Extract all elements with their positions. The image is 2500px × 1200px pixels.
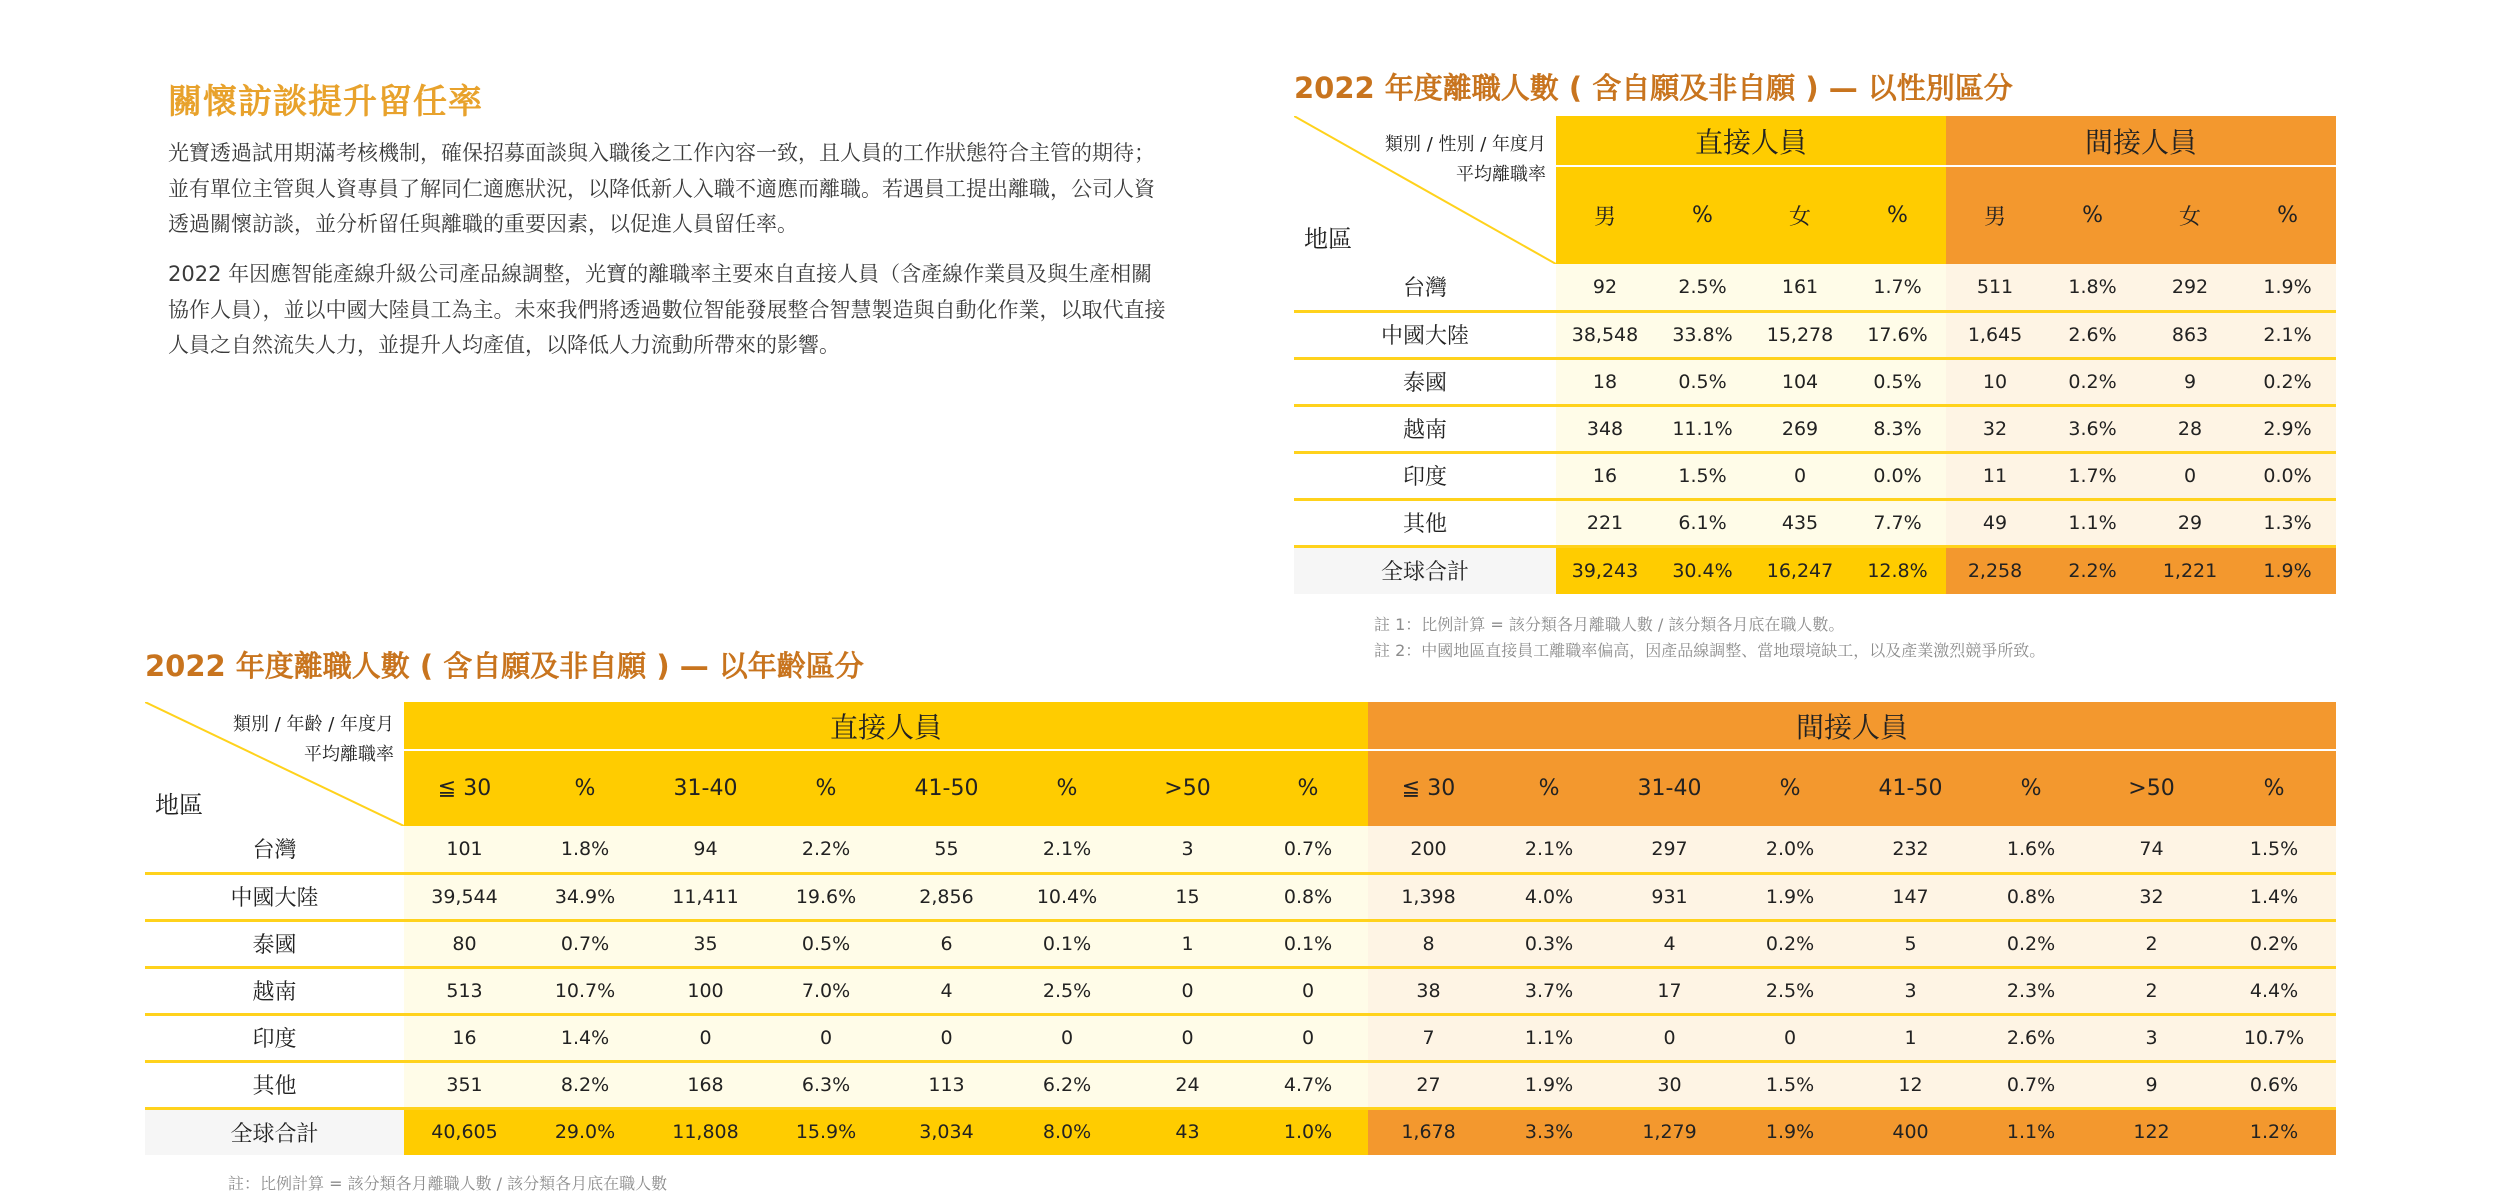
data-cell: 15,278 xyxy=(1751,311,1849,358)
data-cell: 1,645 xyxy=(1946,311,2044,358)
data-cell: 38,548 xyxy=(1556,311,1654,358)
data-cell: 3 xyxy=(1127,826,1248,873)
data-cell: 43 xyxy=(1127,1108,1248,1155)
age-table-title: 2022 年度離職人數 ( 含自願及非自願 ) — 以年齡區分 xyxy=(145,649,864,683)
data-cell: 122 xyxy=(2091,1108,2212,1155)
data-cell: 200 xyxy=(1368,826,1489,873)
data-cell: 0.5% xyxy=(1849,358,1946,405)
data-cell: 1.2% xyxy=(2212,1108,2336,1155)
data-cell: 1.9% xyxy=(2239,546,2336,594)
subheader-cell: 41-50 xyxy=(886,750,1007,826)
data-cell: 2.6% xyxy=(1971,1014,2091,1061)
subheader-cell: % xyxy=(1971,750,2091,826)
data-cell: 1.0% xyxy=(1248,1108,1368,1155)
table-row xyxy=(1294,311,2336,358)
corner-header-region: 地區 xyxy=(155,791,203,819)
data-cell: 2,856 xyxy=(886,873,1007,920)
data-cell: 0.8% xyxy=(1248,873,1368,920)
data-cell: 0 xyxy=(1609,1014,1730,1061)
data-cell: 0.2% xyxy=(1730,920,1850,967)
group-header-indirect: 間接人員 xyxy=(1946,116,2336,166)
data-cell: 17.6% xyxy=(1849,311,1946,358)
data-cell: 1.9% xyxy=(1489,1061,1609,1108)
data-cell: 1.5% xyxy=(2212,826,2336,873)
subheader-cell: % xyxy=(766,750,886,826)
subheader-cell: ≦ 30 xyxy=(1368,750,1489,826)
data-cell: 511 xyxy=(1946,264,2044,311)
data-cell: 8.3% xyxy=(1849,405,1946,452)
subheader-cell: % xyxy=(1849,166,1946,264)
data-cell: 29.0% xyxy=(525,1108,645,1155)
region-label: 越南 xyxy=(1294,405,1556,452)
data-cell: 40,605 xyxy=(404,1108,525,1155)
data-cell: 35 xyxy=(645,920,766,967)
data-cell: 1.9% xyxy=(2239,264,2336,311)
note-1: 註 1：比例計算 = 該分類各月離職人數 / 該分類各月底在職人數。 xyxy=(1374,615,1845,634)
data-cell: 1.8% xyxy=(525,826,645,873)
data-cell: 2.1% xyxy=(1489,826,1609,873)
data-cell: 0.5% xyxy=(1654,358,1751,405)
data-cell: 8.0% xyxy=(1007,1108,1127,1155)
data-cell: 0.0% xyxy=(1849,452,1946,499)
section-heading: 關懷訪談提升留任率 xyxy=(168,82,483,122)
data-cell: 0 xyxy=(1127,1014,1248,1061)
group-header-indirect: 間接人員 xyxy=(1368,702,2336,750)
data-cell: 10.4% xyxy=(1007,873,1127,920)
data-cell: 34.9% xyxy=(525,873,645,920)
subheader-cell: 女 xyxy=(2141,166,2239,264)
data-cell: 232 xyxy=(1850,826,1971,873)
data-cell: 101 xyxy=(404,826,525,873)
data-cell: 18 xyxy=(1556,358,1654,405)
subheader-cell: ≦ 30 xyxy=(404,750,525,826)
data-cell: 348 xyxy=(1556,405,1654,452)
data-cell: 0 xyxy=(1730,1014,1850,1061)
table-row xyxy=(145,1061,2336,1108)
data-cell: 4.0% xyxy=(1489,873,1609,920)
data-cell: 0.7% xyxy=(1248,826,1368,873)
subheader-cell: 男 xyxy=(1556,166,1654,264)
data-cell: 4 xyxy=(886,967,1007,1014)
data-cell: 1.8% xyxy=(2044,264,2141,311)
data-cell: 4.7% xyxy=(1248,1061,1368,1108)
data-cell: 351 xyxy=(404,1061,525,1108)
data-cell: 0.8% xyxy=(1971,873,2091,920)
data-cell: 16 xyxy=(404,1014,525,1061)
data-cell: 0 xyxy=(886,1014,1007,1061)
data-cell: 9 xyxy=(2141,358,2239,405)
gender-turnover-table xyxy=(1294,116,2336,594)
region-label: 台灣 xyxy=(1294,264,1556,311)
subheader-cell: % xyxy=(525,750,645,826)
age-table-corner xyxy=(145,702,404,826)
table-row xyxy=(145,920,2336,967)
region-label: 中國大陸 xyxy=(1294,311,1556,358)
subheader-cell: % xyxy=(1248,750,1368,826)
data-cell: 2,258 xyxy=(1946,546,2044,594)
note-2: 註 2：中國地區直接員工離職率偏高，因產品線調整、當地環境缺工，以及產業激烈競爭所致。 xyxy=(1374,640,2046,660)
data-cell: 2.5% xyxy=(1007,967,1127,1014)
table-row xyxy=(1294,499,2336,546)
table-row xyxy=(145,826,2336,873)
data-cell: 2.5% xyxy=(1654,264,1751,311)
data-cell: 0.7% xyxy=(1971,1061,2091,1108)
data-cell: 100 xyxy=(645,967,766,1014)
data-cell: 7.0% xyxy=(766,967,886,1014)
data-cell: 6 xyxy=(886,920,1007,967)
data-cell: 30 xyxy=(1609,1061,1730,1108)
table-total-row xyxy=(1294,546,2336,594)
data-cell: 17 xyxy=(1609,967,1730,1014)
data-cell: 2.1% xyxy=(1007,826,1127,873)
subheader-cell: % xyxy=(1654,166,1751,264)
subheader-cell: % xyxy=(1730,750,1850,826)
subheader-cell: % xyxy=(2212,750,2336,826)
data-cell: 0 xyxy=(1127,967,1248,1014)
data-cell: 147 xyxy=(1850,873,1971,920)
data-cell: 16,247 xyxy=(1751,546,1849,594)
age-table-note: 註：比例計算 = 該分類各月離職人數 / 該分類各月底在職人數 xyxy=(228,1174,668,1193)
data-cell: 1.4% xyxy=(2212,873,2336,920)
gender-table-notes xyxy=(1374,612,2045,663)
data-cell: 7.7% xyxy=(1849,499,1946,546)
data-cell: 2.3% xyxy=(1971,967,2091,1014)
data-cell: 6.3% xyxy=(766,1061,886,1108)
table-row xyxy=(1294,452,2336,499)
data-cell: 27 xyxy=(1368,1061,1489,1108)
data-cell: 74 xyxy=(2091,826,2212,873)
data-cell: 10 xyxy=(1946,358,2044,405)
data-cell: 1.7% xyxy=(2044,452,2141,499)
data-cell: 0.2% xyxy=(1971,920,2091,967)
data-cell: 10.7% xyxy=(525,967,645,1014)
corner-header-top: 類別 / 性別 / 年度月 平均離職率 xyxy=(1384,134,1546,185)
data-cell: 16 xyxy=(1556,452,1654,499)
group-header-direct: 直接人員 xyxy=(1556,116,1946,166)
subheader-cell: >50 xyxy=(2091,750,2212,826)
data-cell: 12 xyxy=(1850,1061,1971,1108)
data-cell: 8.2% xyxy=(525,1061,645,1108)
data-cell: 1.4% xyxy=(525,1014,645,1061)
region-label: 越南 xyxy=(145,967,404,1014)
region-label: 中國大陸 xyxy=(145,873,404,920)
data-cell: 92 xyxy=(1556,264,1654,311)
region-label: 台灣 xyxy=(145,826,404,873)
data-cell: 1.7% xyxy=(1849,264,1946,311)
data-cell: 15 xyxy=(1127,873,1248,920)
data-cell: 29 xyxy=(2141,499,2239,546)
data-cell: 1.3% xyxy=(2239,499,2336,546)
data-cell: 221 xyxy=(1556,499,1654,546)
data-cell: 15.9% xyxy=(766,1108,886,1155)
data-cell: 12.8% xyxy=(1849,546,1946,594)
data-cell: 3.7% xyxy=(1489,967,1609,1014)
age-table-body xyxy=(145,826,2336,1155)
subheader-cell: % xyxy=(1489,750,1609,826)
subheader-cell: 41-50 xyxy=(1850,750,1971,826)
data-cell: 931 xyxy=(1609,873,1730,920)
data-cell: 32 xyxy=(2091,873,2212,920)
data-cell: 435 xyxy=(1751,499,1849,546)
subheader-cell: 31-40 xyxy=(645,750,766,826)
subheader-cell: % xyxy=(1007,750,1127,826)
data-cell: 1.5% xyxy=(1654,452,1751,499)
region-label: 印度 xyxy=(1294,452,1556,499)
data-cell: 2.5% xyxy=(1730,967,1850,1014)
intro-paragraph-1: 光寶透過試用期滿考核機制，確保招募面談與入職後之工作內容一致，且人員的工作狀態符合主管的期待；並有單位主管與人資專員了解同仁適應狀況，以降低新人入職不適應而離職。若遇員工提出離職，公司人資透過關懷訪談，並分析留任與離職的重要因素，以促進人員留任率。 xyxy=(168,141,1155,237)
data-cell: 0.2% xyxy=(2212,920,2336,967)
gender-table-title: 2022 年度離職人數 ( 含自願及非自願 ) — 以性別區分 xyxy=(1294,71,2013,105)
data-cell: 0.7% xyxy=(525,920,645,967)
data-cell: 39,243 xyxy=(1556,546,1654,594)
data-cell: 168 xyxy=(645,1061,766,1108)
data-cell: 297 xyxy=(1609,826,1730,873)
data-cell: 1,279 xyxy=(1609,1108,1730,1155)
gender-table-corner xyxy=(1294,116,1556,264)
data-cell: 80 xyxy=(404,920,525,967)
subheader-cell: % xyxy=(2044,166,2141,264)
data-cell: 11,808 xyxy=(645,1108,766,1155)
data-cell: 11.1% xyxy=(1654,405,1751,452)
data-cell: 0.1% xyxy=(1007,920,1127,967)
table-row xyxy=(145,967,2336,1014)
data-cell: 1,398 xyxy=(1368,873,1489,920)
region-label: 其他 xyxy=(145,1061,404,1108)
data-cell: 55 xyxy=(886,826,1007,873)
data-cell: 6.1% xyxy=(1654,499,1751,546)
data-cell: 2.9% xyxy=(2239,405,2336,452)
corner-header-region: 地區 xyxy=(1304,225,1352,253)
table-row xyxy=(145,1014,2336,1061)
intro-text xyxy=(168,136,1168,378)
subheader-cell: 男 xyxy=(1946,166,2044,264)
intro-paragraph-2: 2022 年因應智能產線升級公司產品線調整，光寶的離職率主要來自直接人員（含產線作業員及與生產相關協作人員），並以中國大陸員工為主。未來我們將透過數位智能發展整合智慧製造與自動化作業，以取代直接人員之自然流失人力，並提升人均產值，以降低人力流動所帶來的影響。 xyxy=(168,262,1166,358)
table-row xyxy=(1294,264,2336,311)
table-row xyxy=(1294,405,2336,452)
data-cell: 2 xyxy=(2091,920,2212,967)
data-cell: 24 xyxy=(1127,1061,1248,1108)
table-total-row xyxy=(145,1108,2336,1155)
data-cell: 1.1% xyxy=(2044,499,2141,546)
data-cell: 0 xyxy=(1007,1014,1127,1061)
data-cell: 0 xyxy=(1751,452,1849,499)
region-label: 泰國 xyxy=(145,920,404,967)
data-cell: 0 xyxy=(1248,967,1368,1014)
age-turnover-table xyxy=(145,702,2336,1155)
data-cell: 3.3% xyxy=(1489,1108,1609,1155)
data-cell: 6.2% xyxy=(1007,1061,1127,1108)
data-cell: 3,034 xyxy=(886,1108,1007,1155)
data-cell: 1.9% xyxy=(1730,1108,1850,1155)
data-cell: 49 xyxy=(1946,499,2044,546)
corner-header-top: 類別 / 年齡 / 年度月 平均離職率 xyxy=(232,714,394,765)
data-cell: 863 xyxy=(2141,311,2239,358)
data-cell: 0.0% xyxy=(2239,452,2336,499)
data-cell: 10.7% xyxy=(2212,1014,2336,1061)
data-cell: 4 xyxy=(1609,920,1730,967)
data-cell: 1.6% xyxy=(1971,826,2091,873)
data-cell: 161 xyxy=(1751,264,1849,311)
data-cell: 33.8% xyxy=(1654,311,1751,358)
subheader-cell: 女 xyxy=(1751,166,1849,264)
data-cell: 94 xyxy=(645,826,766,873)
data-cell: 0.2% xyxy=(2044,358,2141,405)
data-cell: 0.1% xyxy=(1248,920,1368,967)
data-cell: 3 xyxy=(2091,1014,2212,1061)
data-cell: 2.6% xyxy=(2044,311,2141,358)
data-cell: 38 xyxy=(1368,967,1489,1014)
data-cell: 32 xyxy=(1946,405,2044,452)
subheader-cell: >50 xyxy=(1127,750,1248,826)
data-cell: 7 xyxy=(1368,1014,1489,1061)
data-cell: 1,221 xyxy=(2141,546,2239,594)
data-cell: 0.2% xyxy=(2239,358,2336,405)
data-cell: 0 xyxy=(1248,1014,1368,1061)
data-cell: 1 xyxy=(1127,920,1248,967)
data-cell: 8 xyxy=(1368,920,1489,967)
data-cell: 1.5% xyxy=(1730,1061,1850,1108)
data-cell: 104 xyxy=(1751,358,1849,405)
data-cell: 1.1% xyxy=(1971,1108,2091,1155)
data-cell: 0.5% xyxy=(766,920,886,967)
data-cell: 28 xyxy=(2141,405,2239,452)
data-cell: 0.3% xyxy=(1489,920,1609,967)
subheader-cell: 31-40 xyxy=(1609,750,1730,826)
data-cell: 1 xyxy=(1850,1014,1971,1061)
region-label: 全球合計 xyxy=(145,1108,404,1155)
data-cell: 0 xyxy=(645,1014,766,1061)
data-cell: 2.1% xyxy=(2239,311,2336,358)
subheader-cell: % xyxy=(2239,166,2336,264)
data-cell: 19.6% xyxy=(766,873,886,920)
data-cell: 3 xyxy=(1850,967,1971,1014)
data-cell: 0.6% xyxy=(2212,1061,2336,1108)
data-cell: 1.9% xyxy=(1730,873,1850,920)
data-cell: 11,411 xyxy=(645,873,766,920)
data-cell: 292 xyxy=(2141,264,2239,311)
table-row xyxy=(1294,358,2336,405)
data-cell: 5 xyxy=(1850,920,1971,967)
region-label: 泰國 xyxy=(1294,358,1556,405)
data-cell: 9 xyxy=(2091,1061,2212,1108)
region-label: 全球合計 xyxy=(1294,546,1556,594)
data-cell: 0 xyxy=(2141,452,2239,499)
data-cell: 2.0% xyxy=(1730,826,1850,873)
table-row xyxy=(145,873,2336,920)
data-cell: 269 xyxy=(1751,405,1849,452)
data-cell: 113 xyxy=(886,1061,1007,1108)
data-cell: 2.2% xyxy=(766,826,886,873)
data-cell: 513 xyxy=(404,967,525,1014)
data-cell: 11 xyxy=(1946,452,2044,499)
data-cell: 2.2% xyxy=(2044,546,2141,594)
data-cell: 1,678 xyxy=(1368,1108,1489,1155)
region-label: 印度 xyxy=(145,1014,404,1061)
data-cell: 2 xyxy=(2091,967,2212,1014)
data-cell: 1.1% xyxy=(1489,1014,1609,1061)
group-header-direct: 直接人員 xyxy=(404,702,1368,750)
region-label: 其他 xyxy=(1294,499,1556,546)
data-cell: 39,544 xyxy=(404,873,525,920)
data-cell: 30.4% xyxy=(1654,546,1751,594)
data-cell: 3.6% xyxy=(2044,405,2141,452)
data-cell: 4.4% xyxy=(2212,967,2336,1014)
data-cell: 0 xyxy=(766,1014,886,1061)
data-cell: 400 xyxy=(1850,1108,1971,1155)
